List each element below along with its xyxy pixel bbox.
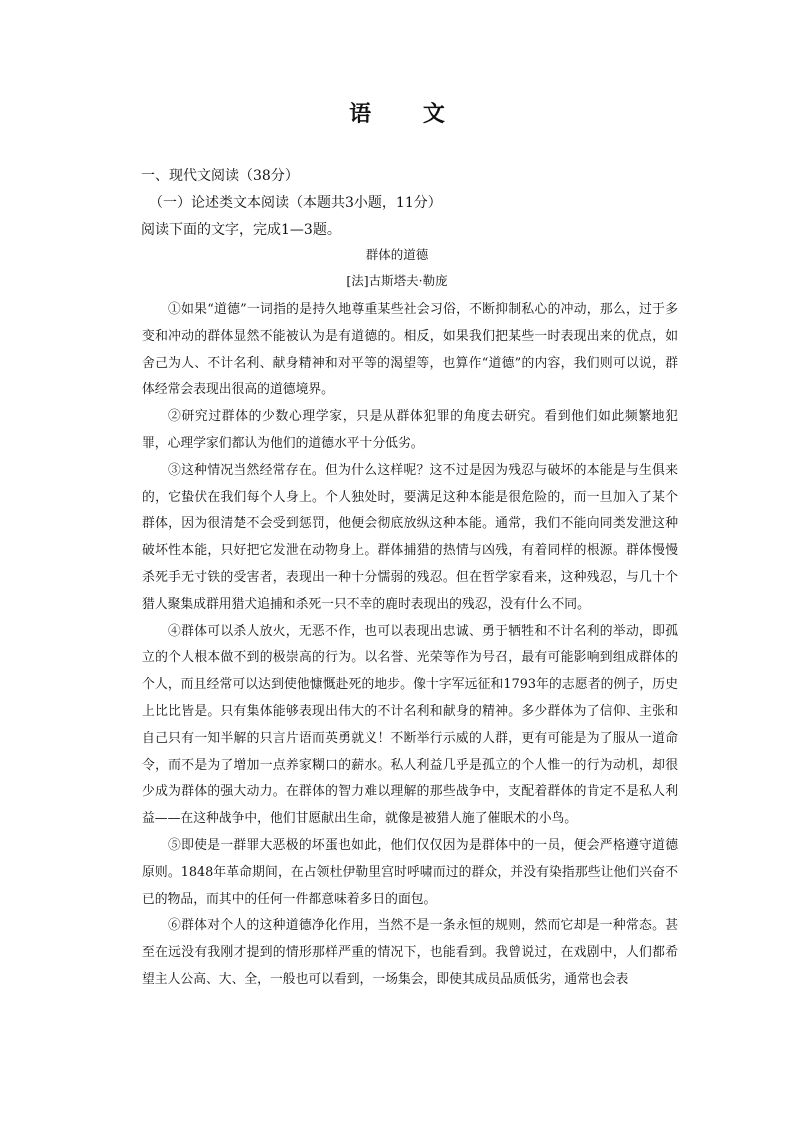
paragraph-1: ①如果“道德”一词指的是持久地尊重某些社会习俗，不断抑制私心的冲动，那么，过于多变和冲动的群体显然不能被认为是有道德的。相反，如果我们把某些一时表现出来的优点，如舍己为人、不计名利、献身精神和对平等的渴望等，也算作“道德”的内容，我们则可以说，群体经常会表现出很高的道德境界。 — [142, 302, 678, 398]
paragraph-4: ④群体可以杀人放火，无恶不作，也可以表现出忠诚、勇于牺牲和不计名利的举动，即孤立的个人根本做不到的极崇高的行为。以名誉、光荣等作为号召，最有可能影响到组成群体的个人，而且经常可以达到使他慷慨赴死的地步。像十字军远征和1793年的志愿者的例子，历史上比比皆是。只有集体能够表现出伟大的不计名利和献身的精神。多少群体为了信仰、主张和自己只有一知半解的只言片语而英勇就义！不断举行示威的人群，更有可能是为了服从一道命令，而不是为了增加一点养家糊口的薪水。私人利益几乎是孤立的个人惟一的行为动机，却很少成为群体的强大动力。在群体的智力难以理解的那些战争中，支配着群体的肯定不是私人利益——在这种战争中，他们甘愿献出生命，就像是被猎人施了催眠术的小鸟。 — [142, 623, 678, 827]
subsection-heading: （一）论述类文本阅读（本题共3小题，11分） — [149, 195, 442, 211]
section-heading: 一、现代文阅读（38分） — [141, 168, 299, 184]
paragraph-2: ②研究过群体的少数心理学家，只是从群体犯罪的角度去研究。看到他们如此频繁地犯罪，心理学家们都认为他们的道德水平十分低劣。 — [142, 409, 678, 451]
paragraph-6: ⑥群体对个人的这种道德净化作用，当然不是一条永恒的规则，然而它却是一种常态。甚至在远没有我刚才提到的情形那样严重的情况下，也能看到。我曾说过，在戏剧中，人们都希望主人公高、大、全，一般也可以看到，一场集会，即使其成员品质低劣，通常也会表 — [142, 918, 678, 987]
article-title: 群体的道德 — [365, 247, 429, 262]
reading-instruction: 阅读下面的文字，完成1—3题。 — [141, 222, 341, 238]
paragraph-5: ⑤即使是一群罪大恶极的坏蛋也如此，他们仅仅因为是群体中的一员，便会严格遵守道德原则。1848年革命期间，在占领杜伊勒里宫时呼啸而过的群众，并没有染指那些让他们兴奋不已的物品，而其中的任何一件都意味着多日的面包。 — [142, 837, 678, 907]
article-author: [法]古斯塔夫·勒庞 — [346, 273, 448, 288]
page-title: 语 文 — [349, 101, 467, 127]
paragraph-3: ③这种情况当然经常存在。但为什么这样呢？这不过是因为残忍与破坏的本能是与生俱来的，它蛰伏在我们每个人身上。个人独处时，要满足这种本能是很危险的，而一旦加入了某个群体，因为很清楚不会受到惩罚，他便会彻底放纵这种本能。通常，我们不能向同类发泄这种破坏性本能，只好把它发泄在动物身上。群体捕猎的热情与凶残，有着同样的根源。群体慢慢杀死手无寸铁的受害者，表现出一种十分懦弱的残忍。但在哲学家看来，这种残忍，与几十个猎人聚集成群用猎犬追捕和杀死一只不幸的鹿时表现出的残忍，没有什么不同。 — [142, 462, 678, 612]
article-body — [142, 297, 678, 994]
